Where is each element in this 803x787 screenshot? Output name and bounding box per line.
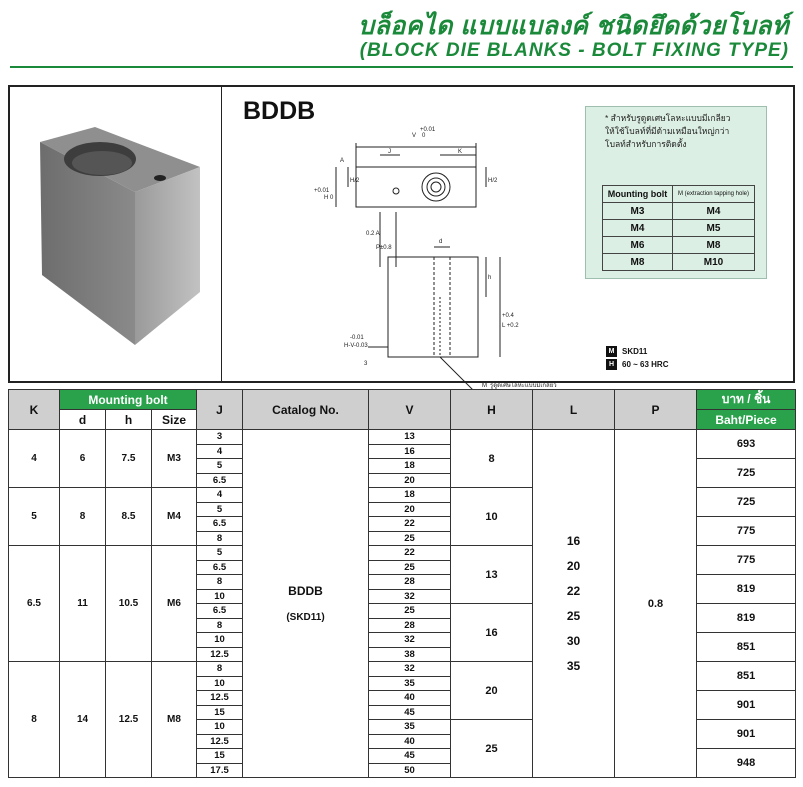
col-k: K [9,390,60,430]
cell-v: 50 [369,763,451,778]
col-mounting-bolt: Mounting bolt [60,390,197,410]
cell-v: 28 [369,575,451,590]
h-small: h [488,275,492,281]
cell-j: 10 [197,589,243,604]
cell-price: 775 [697,517,796,546]
col-catalog: Catalog No. [243,390,369,430]
cell-price: 693 [697,430,796,459]
cell-v: 25 [369,531,451,546]
cell-price: 725 [697,459,796,488]
cell-size: M6 [152,546,197,662]
col-price-en: Baht/Piece [697,410,796,430]
cell-price: 948 [697,749,796,778]
cell-size: M4 [152,488,197,546]
j-dimension: J [388,149,391,155]
cell-price: 851 [697,662,796,691]
cell-v: 25 [369,604,451,619]
cell-v: 20 [369,502,451,517]
bolt-note-text [605,112,765,151]
cell-j: 12.5 [197,647,243,662]
cell-price: 819 [697,575,796,604]
cell-size: M8 [152,662,197,778]
v-dimension: V [412,133,417,139]
col-h-small: h [106,410,152,430]
technical-drawing [310,117,557,389]
bolt-table [602,185,755,271]
cell-v: 35 [369,676,451,691]
cell-j: 4 [197,488,243,503]
h-tolerance: +0.01 [314,188,330,194]
three-dimension: 3 [364,361,368,367]
cell-j: 10 [197,720,243,735]
col-price-th: บาท / ชิ้น [697,390,796,410]
hv-dimension: H-V-0.03 [344,343,368,349]
cell-j: 10 [197,676,243,691]
bolt-cell: M4 [603,220,673,237]
cell-v: 32 [369,662,451,677]
bolt-cell: M8 [603,254,673,271]
cell-v: 20 [369,473,451,488]
cell-j: 6.5 [197,473,243,488]
table-row [9,430,796,445]
price-table [8,389,796,778]
bolt-cell: M8 [673,237,755,254]
l-dimension: L +0.2 [502,323,519,329]
cell-v: 40 [369,691,451,706]
h-dimension: H 0 [324,195,334,201]
cell-price: 725 [697,488,796,517]
cell-price: 901 [697,691,796,720]
cell-d: 14 [60,662,106,778]
l-value: 25 [566,609,581,623]
h2-left: H/2 [350,178,360,184]
cell-d: 6 [60,430,106,488]
cell-j: 5 [197,546,243,561]
col-v: V [369,390,451,430]
title-rule [10,66,793,68]
cell-p: 0.8 [615,430,697,778]
cell-v: 28 [369,618,451,633]
cell-size: M3 [152,430,197,488]
page-title-english: (BLOCK DIE BLANKS - BOLT FIXING TYPE) [359,40,789,61]
cell-v: 40 [369,734,451,749]
cell-j: 15 [197,705,243,720]
m-note: รูดูดเศษโลหะแบบมีเกลียว [490,383,557,389]
cell-v: 18 [369,488,451,503]
m-label: M [482,383,487,389]
cell-v: 16 [369,444,451,459]
l-value: 16 [566,534,581,548]
cell-j: 15 [197,749,243,764]
hardness-text: 60 ~ 63 HRC [622,360,669,369]
k-dimension: K [458,149,463,155]
bolt-cell: M10 [673,254,755,271]
col-p: P [615,390,697,430]
material-text: SKD11 [622,347,648,356]
cell-j: 12.5 [197,734,243,749]
cell-v: 45 [369,705,451,720]
col-l: L [533,390,615,430]
cell-h: 10 [451,488,533,546]
cell-j: 5 [197,502,243,517]
col-h: H [451,390,533,430]
cell-j: 6.5 [197,517,243,532]
cell-j: 4 [197,444,243,459]
bolt-cell: M5 [673,220,755,237]
bolt-cell: M4 [673,203,755,220]
cell-v: 45 [369,749,451,764]
cell-j: 3 [197,430,243,445]
block-die-image [10,87,222,381]
bolt-cell: M6 [603,237,673,254]
model-code: BDDB [243,97,316,125]
cell-j: 5 [197,459,243,474]
cell-k: 4 [9,430,60,488]
material-tag: M [606,346,617,357]
cell-catalog [243,430,369,778]
cell-j: 17.5 [197,763,243,778]
cell-j: 10 [197,633,243,648]
cell-j: 8 [197,618,243,633]
cell-v: 18 [369,459,451,474]
cell-price: 819 [697,604,796,633]
cell-h: 13 [451,546,533,604]
cell-price: 851 [697,633,796,662]
note-line-1: * สำหรับรูดูดเศษโลหะแบบมีเกลียว [605,113,731,123]
cell-h: 8 [451,430,533,488]
bolt-col-m: M (extraction tapping hole) [673,186,755,203]
bolt-cell: M3 [603,203,673,220]
cell-h: 16 [451,604,533,662]
v-tolerance-upper: +0.01 [420,127,436,133]
cell-j: 8 [197,531,243,546]
cell-k: 5 [9,488,60,546]
cell-v: 13 [369,430,451,445]
bolt-note-box [585,106,767,279]
p-dimension: P±0.8 [376,245,392,251]
d-dimension: d [439,239,443,245]
cell-price: 901 [697,720,796,749]
col-d: d [60,410,106,430]
cell-v: 32 [369,589,451,604]
l-value: 20 [566,559,581,573]
hardness-tag: H [606,359,617,370]
cell-d: 11 [60,546,106,662]
cell-j: 8 [197,662,243,677]
l-value: 22 [566,584,581,598]
cell-k: 8 [9,662,60,778]
cell-v: 38 [369,647,451,662]
catalog-number: BDDB [288,584,323,598]
flatness: 0.2 A [366,231,380,237]
cell-h: 25 [451,720,533,778]
cell-j: 6.5 [197,604,243,619]
cell-h-small: 8.5 [106,488,152,546]
page-title-thai: บล็อคได แบบแบลงค์ ชนิดยึดด้วยโบลท์ [358,12,789,40]
hv-tolerance: -0.01 [350,335,364,341]
col-size: Size [152,410,197,430]
h2-right: H/2 [488,178,498,184]
note-line-3: โบลท์สำหรับการติดตั้ง [605,139,687,149]
cell-j: 12.5 [197,691,243,706]
col-j: J [197,390,243,430]
cell-v: 22 [369,546,451,561]
bolt-col-mounting: Mounting bolt [603,186,673,203]
note-line-2: ให้ใช้โบลท์ที่มีด้ามเหมือนใหญ่กว่า [605,126,730,136]
cell-v: 25 [369,560,451,575]
cell-h: 20 [451,662,533,720]
cell-v: 22 [369,517,451,532]
cell-h-small: 10.5 [106,546,152,662]
cell-k: 6.5 [9,546,60,662]
cell-j: 6.5 [197,560,243,575]
l-value: 30 [566,634,581,648]
product-panel [8,85,795,389]
catalog-material: (SKD11) [286,612,325,623]
cell-v: 35 [369,720,451,735]
l-value: 35 [566,659,581,673]
cell-l [533,430,615,778]
cell-h-small: 7.5 [106,430,152,488]
v-tolerance-lower: 0 [422,133,426,139]
cell-price: 775 [697,546,796,575]
cell-j: 8 [197,575,243,590]
cell-v: 32 [369,633,451,648]
l-tolerance: +0.4 [502,313,514,319]
cell-d: 8 [60,488,106,546]
material-spec [606,345,668,371]
product-photo [10,87,222,381]
datum-a: A [340,158,345,164]
cell-h-small: 12.5 [106,662,152,778]
